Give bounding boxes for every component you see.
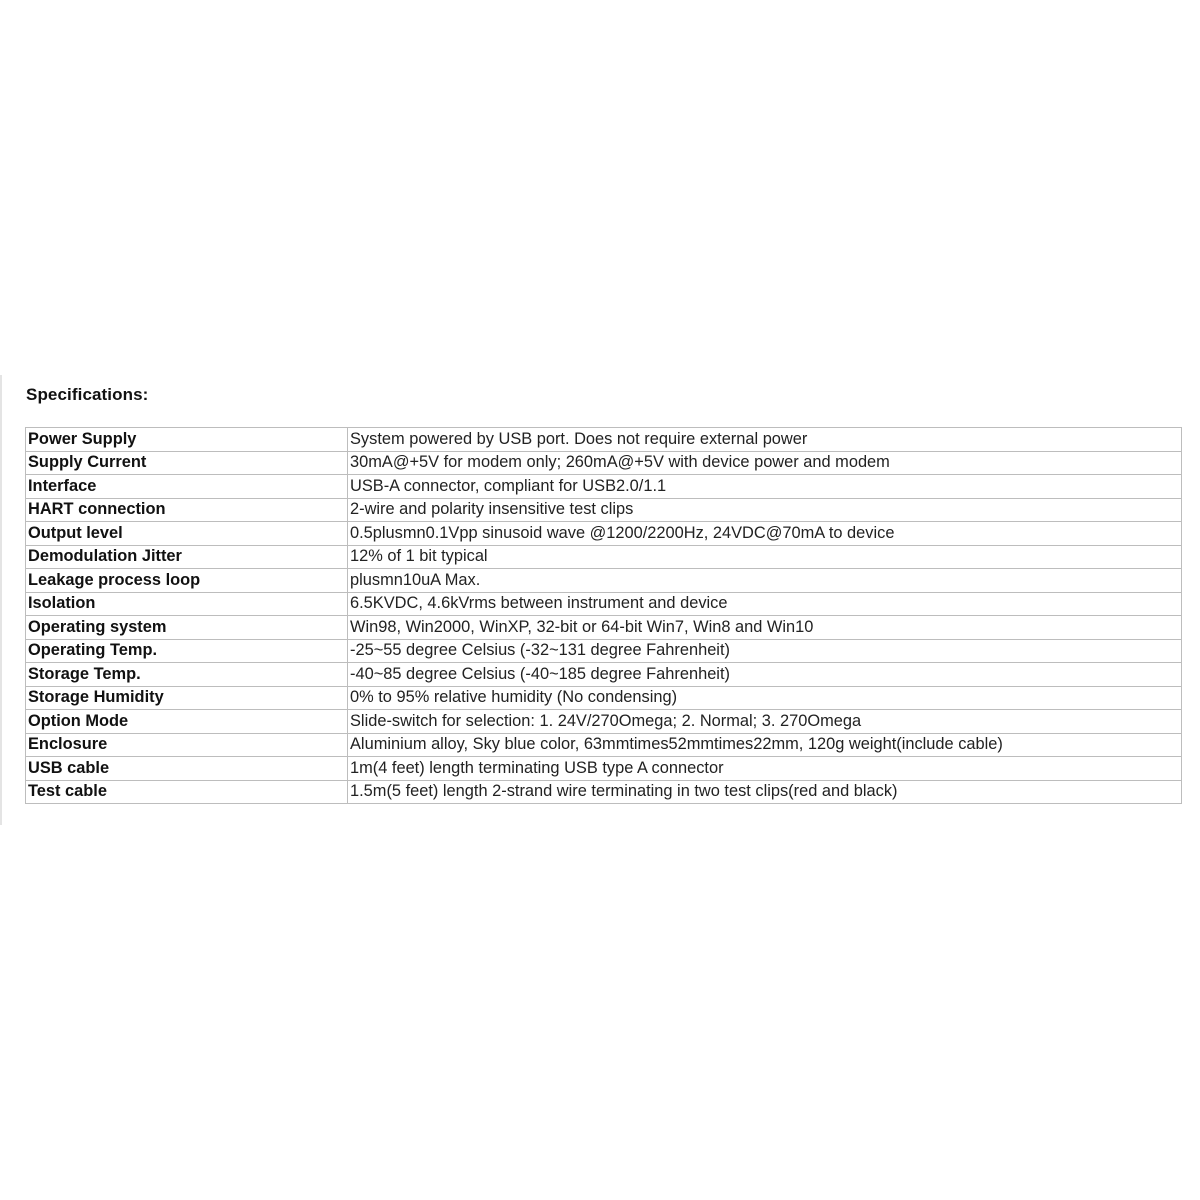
spec-label: Storage Temp. xyxy=(26,663,348,687)
spec-label: Enclosure xyxy=(26,733,348,757)
page-left-rule xyxy=(0,375,2,825)
spec-value: System powered by USB port. Does not require external power xyxy=(348,428,1182,452)
spec-value: 1.5m(5 feet) length 2-strand wire terminating in two test clips(red and black) xyxy=(348,780,1182,804)
table-row xyxy=(26,475,1182,499)
table-row xyxy=(26,686,1182,710)
spec-label: Power Supply xyxy=(26,428,348,452)
spec-value: 0% to 95% relative humidity (No condensing) xyxy=(348,686,1182,710)
spec-value: Win98, Win2000, WinXP, 32-bit or 64-bit Win7, Win8 and Win10 xyxy=(348,616,1182,640)
spec-value: Aluminium alloy, Sky blue color, 63mmtimes52mmtimes22mm, 120g weight(include cable) xyxy=(348,733,1182,757)
spec-label: HART connection xyxy=(26,498,348,522)
spec-label: Leakage process loop xyxy=(26,569,348,593)
spec-value: 0.5plusmn0.1Vpp sinusoid wave @1200/2200Hz, 24VDC@70mA to device xyxy=(348,522,1182,546)
spec-label: Test cable xyxy=(26,780,348,804)
table-row xyxy=(26,545,1182,569)
table-row xyxy=(26,451,1182,475)
spec-value: 1m(4 feet) length terminating USB type A connector xyxy=(348,757,1182,781)
spec-value: 2-wire and polarity insensitive test clips xyxy=(348,498,1182,522)
spec-label: Output level xyxy=(26,522,348,546)
spec-value: Slide-switch for selection: 1. 24V/270Omega; 2. Normal; 3. 270Omega xyxy=(348,710,1182,734)
table-row xyxy=(26,663,1182,687)
table-row xyxy=(26,569,1182,593)
table-row xyxy=(26,757,1182,781)
spec-value: 6.5KVDC, 4.6kVrms between instrument and device xyxy=(348,592,1182,616)
spec-value: -25~55 degree Celsius (-32~131 degree Fahrenheit) xyxy=(348,639,1182,663)
spec-label: USB cable xyxy=(26,757,348,781)
spec-value: -40~85 degree Celsius (-40~185 degree Fahrenheit) xyxy=(348,663,1182,687)
table-row xyxy=(26,616,1182,640)
specifications-table xyxy=(25,427,1182,804)
spec-label: Operating system xyxy=(26,616,348,640)
spec-label: Demodulation Jitter xyxy=(26,545,348,569)
spec-value: 30mA@+5V for modem only; 260mA@+5V with device power and modem xyxy=(348,451,1182,475)
table-row xyxy=(26,522,1182,546)
table-row xyxy=(26,592,1182,616)
spec-label: Isolation xyxy=(26,592,348,616)
spec-label: Supply Current xyxy=(26,451,348,475)
spec-label: Storage Humidity xyxy=(26,686,348,710)
spec-label: Operating Temp. xyxy=(26,639,348,663)
spec-label: Option Mode xyxy=(26,710,348,734)
table-row xyxy=(26,733,1182,757)
spec-label: Interface xyxy=(26,475,348,499)
table-row xyxy=(26,498,1182,522)
table-row xyxy=(26,639,1182,663)
table-row xyxy=(26,428,1182,452)
specifications-heading: Specifications: xyxy=(26,385,149,404)
spec-value: USB-A connector, compliant for USB2.0/1.1 xyxy=(348,475,1182,499)
table-row xyxy=(26,710,1182,734)
table-row xyxy=(26,780,1182,804)
spec-value: 12% of 1 bit typical xyxy=(348,545,1182,569)
spec-value: plusmn10uA Max. xyxy=(348,569,1182,593)
